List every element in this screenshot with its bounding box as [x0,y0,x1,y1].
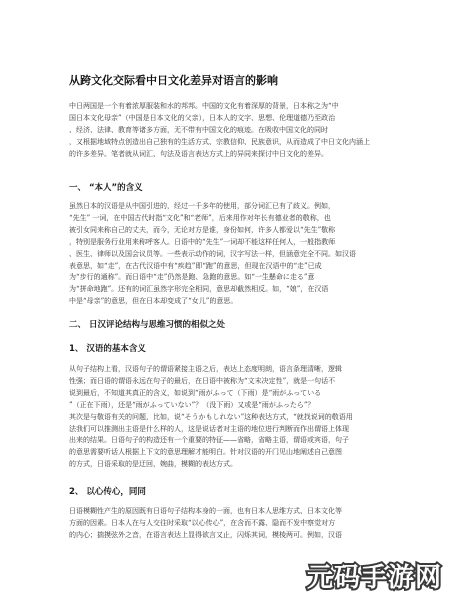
paragraph-line: 为“步行的通称”。而日语中“走”仍然是跑、急跑的意思。如“一生懸命に走る”意 [69,273,315,282]
paragraph-line: 的意思需要听话人根据上下文的意思理解才能明白。针对汉语的开门见山地阐述自己意图 [69,448,342,457]
paragraph-line: 被引女同来称自己的丈夫，而今，无论对方是谁，身份如何，许多人都爱以“先生”敬称 [69,225,336,234]
paragraph-line: 国日本文化母亲”（中国是日本文化的父亲），日本人的文字、思想、伦理道德乃至政治 [69,113,336,122]
watermark-logo-image [305,558,455,594]
paragraph-line: 、经济、法律、教育等诸多方面，无不带有中国文化的痕迹。在吸收中国文化的同时 [69,125,328,134]
watermark-text: 元码手游网 [307,563,443,593]
paragraph-line: 日语模糊性产生的原因既有日语句子结构本身的一面，也有日本人思维方式、日本文化等 [69,507,342,515]
paragraph-line: ，又根据地域特点创造出自己独有的生活方式、宗教信仰、民族意识，从而造成了中日文化内涵上 [69,137,370,146]
paragraph-line: “先生” 一词，在中国古代时指“文化”和“老师”，后来用作对年长有德业者的敬称，也 [69,213,331,222]
paragraph-line: 的内心；揣摸弦外之音，在语言表达上显得欲言又止，闪烁其词，模棱两可。例如，汉语 [69,530,342,539]
article-title: 从跨文化交际看中日文化差异对语言的影响 [69,74,278,87]
paragraph-line: 为“拼命地跑”。还有的词汇虽然字形完全相同，意思却截然相反。如，“娘”，在汉语 [69,285,329,294]
paragraph-line: 的许多差异。笔者就从词汇、句法及语言表达方式上的异同来探讨中日文化的差异。 [69,149,328,158]
paragraph-line: 其次是与敬语有关的问题，比如，说“そうかもしれない”这种表达方式，“就找说词的敬语用 [69,412,353,421]
paragraph-line: 说到最后，不知道其真正的含义，如说到“雨がふって（下雨）是“雨がふっている [69,388,322,397]
section-1-paragraph [69,201,399,308]
section-2-2-paragraph [69,506,399,542]
paragraph-line: ，特别是服务行业用来称呼客人。日语中的“先生”一词却不能这样任何人，一般指教师 [69,237,336,246]
paragraph-line: 从句子结构上看，汉语句子的谓语紧接主语之后，表达上态度明朗，语言条理清晰，逻辑 [69,365,342,373]
paragraph-line: 中日两国是一个有着浓厚服装和水的邦邦。中国的文化有着深厚的背景，日本称之为“中 [69,102,339,110]
paragraph-line: ”（正在下雨），还是“雨がふっていない”？（没下雨）又或是“雨がふったら”？ [69,400,315,409]
paragraph-line: 虽然日本的汉语是从中国引进的，经过一千多年的使用，部分词汇已有了歧义。例如， [69,202,335,210]
section-2-1-heading: 1、 汉语的基本含义 [69,344,146,354]
paragraph-line: 出来的结果。日语句子的构造还有一个重要的特征——省略，省略主语，谓语或宾语，句子 [69,436,349,445]
paragraph-line: 中是“母亲”的意思，但在日本却变成了“女儿”的意思。 [69,297,238,306]
paragraph-line: 表意思，如“走”，在古代汉语中有“疾趋”即“跑”的意思，但现在汉语中的“走”已成 [69,261,322,270]
section-2-1-paragraph [69,364,399,471]
paragraph-line: 方面的因素。日本人在与人交往时采取“以心传心”，在含而不露、隐而不发中察觉对方 [69,518,336,527]
paragraph-line: 性强；而日语的谓语永远在句子的最后，在日语中被称为“文末决定性”，就是一句话不 [69,376,336,385]
paragraph-line: 的方式，日语采取的是迂回，婉曲，模糊的表达方式。 [69,460,237,469]
watermark-logo [305,558,455,594]
paragraph-line: 法我们可以推测出主语是什么样的人，这是说话者对主语的地位进行判断而作出谓语上体现 [69,424,349,433]
intro-paragraph [69,101,399,161]
paragraph-line: 、医生、律师以及国会议员等。一些表示动作的词，汉字写法一样，但涵意完全不同。如汉语 [69,249,356,258]
section-1-heading: 一、 “本人”的含义 [69,183,143,193]
section-2-heading: 二、 日汉评论结构与思维习惯的相似之处 [69,320,225,330]
section-2-2-heading: 2、 以心传心，同同 [69,487,146,497]
